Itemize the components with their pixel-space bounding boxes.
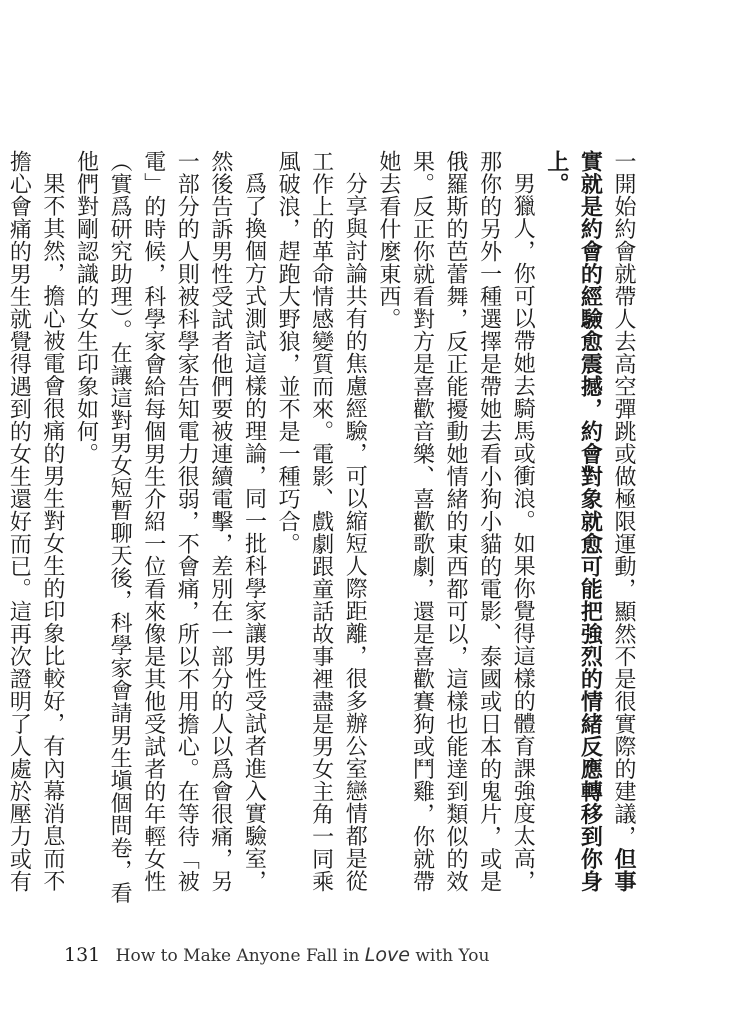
paragraph — [270, 150, 371, 910]
text-run: 果不其然，擔心被電會很痛的男生對女生的印象比較好，有內幕消息而不擔心會痛的男生就覺得遇到的女生還好而已。這再次證明了人處於壓力或有 — [6, 150, 65, 893]
body-text — [6, 150, 640, 910]
paragraph — [371, 150, 539, 910]
running-title — [116, 946, 490, 966]
text-run: 一開始約會就帶人去高空彈跳或做極限運動，顯然不是很實際的建議， — [611, 150, 636, 848]
page-number: 131 — [64, 944, 101, 966]
paragraph — [539, 150, 640, 910]
running-title-end: with You — [409, 946, 490, 966]
text-run: 男獵人，你可以帶她去騎馬或衝浪。如果你覺得這樣的體育課強度太高，那你的另外一種選擇是帶她去看小狗小貓的電影、泰國或日本的鬼片，或是俄羅斯的芭蕾舞，反正能擾動她情緒的東西都可以，這樣也能達到類似的效果。反正你就看對方是喜歡音樂、喜歡歌劇，還是喜歡賽狗或鬥雞，你就帶她去看什麼東西。 — [375, 150, 536, 893]
paragraph — [69, 150, 271, 910]
text-run: 爲了換個方式測試這樣的理論，同一批科學家讓男性受試者進入實驗室，然後告訴男性受試者他們要被連續電擊，差別在一部分的人以爲會很痛，另一部分的人則被科學家告知電力很弱，不會痛，所以不用擔心。在等待「被電」的時候，科學家會給每個男生介紹一位看來像是其他受試者的年輕女性（實爲研究助理）。在讓這對男女短暫聊天後，科學家會請男生塡個問卷，看他們對剛認識的女生印象如何。 — [73, 150, 267, 904]
running-title-start: How to Make Anyone Fall in — [115, 946, 365, 966]
running-title-love: Love — [364, 944, 410, 966]
paragraph — [0, 150, 69, 910]
text-run: 分享與討論共有的焦慮經驗，可以縮短人際距離，很多辦公室戀情都是從工作上的革命情感變質而來。電影、戲劇跟童話故事裡盡是男女主角一同乘風破浪，趕跑大野狼，並不是一種巧合。 — [275, 150, 368, 893]
page-footer — [64, 944, 489, 966]
bold-text-run: 但事實就是約會的經驗愈震撼，約會對象就愈可能把強烈的情緒反應轉移到你身上。 — [543, 150, 636, 893]
